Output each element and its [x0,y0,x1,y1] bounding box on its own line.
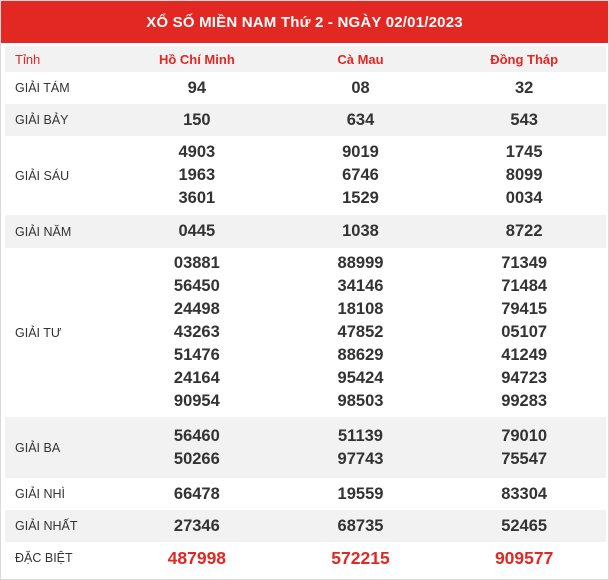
prize-number-group [279,248,443,417]
prize-number [279,510,443,542]
prize-number [279,72,443,104]
prize-number [442,215,606,248]
special-prize-number [442,542,606,574]
prize-number-value: 03881 [173,254,220,272]
province-column-label: Tỉnh [5,46,115,72]
prize-number-value: 90954 [173,392,220,410]
special-prize-value: 487998 [167,547,227,568]
prize-number-value: 83304 [501,484,548,503]
prize-number-value: 8099 [505,166,543,184]
prize-label: GIẢI TÁM [15,81,70,95]
province-ca-mau[interactable]: Cà Mau [279,46,443,72]
prize-number-value: 150 [183,110,211,129]
prize-number-group [279,136,443,215]
prize-number-value: 79415 [501,300,548,318]
prize-number-value: 1745 [505,143,543,161]
prize-number-value: 52465 [501,516,548,535]
prize-row-g2 [5,478,606,510]
prize-label: GIẢI BẢY [5,104,115,136]
prize-number-value: 75547 [501,449,548,468]
prize-label: GIẢI NHẤT [5,510,115,542]
special-prize-value: 572215 [331,547,390,568]
prize-label: GIẢI TƯ [15,325,62,340]
prize-number-group [115,136,279,215]
prize-number-value: 43263 [173,323,220,341]
prize-number-value: 51476 [173,346,220,364]
prize-number-value: 97743 [337,449,384,468]
prize-number-value: 41249 [501,346,548,364]
prize-number [442,478,606,510]
prize-number-value: 543 [510,110,538,129]
province-ho-chi-minh[interactable]: Hồ Chí Minh [115,46,279,72]
results-table [5,46,606,574]
prize-number [115,215,279,248]
prize-number [115,478,279,510]
prize-number-value: 71484 [501,277,548,295]
prize-row-g8 [5,72,606,104]
prize-number-group [279,417,443,478]
prize-number-group [442,417,606,478]
prize-number-value: 79010 [501,426,548,445]
prize-number-group [442,248,606,417]
prize-number-value: 1963 [178,166,216,184]
prize-number-value: 68735 [337,516,384,535]
prize-number-value: 56450 [173,277,220,295]
prize-number [279,215,443,248]
prize-number-value: 4903 [178,143,216,161]
special-prize-number [115,542,279,574]
prize-number-value: 6746 [342,166,379,184]
prize-number-value: 3601 [178,189,216,207]
prize-label: GIẢI SÁU [15,168,70,183]
prize-number-value: 0034 [505,189,543,207]
prize-number [442,510,606,542]
prize-row-g4 [5,248,606,417]
header-row [5,46,606,72]
prize-number [115,72,279,104]
prize-number-value: 94723 [501,369,548,387]
prize-number-group [115,417,279,478]
province-dong-thap[interactable]: Đồng Tháp [442,46,606,72]
prize-number-value: 9019 [342,143,379,161]
special-prize-number [279,542,443,574]
prize-label: GIẢI NHÌ [15,487,66,501]
prize-row-g6 [5,136,606,215]
prize-number-value: 88999 [337,254,384,272]
prize-number-value: 88629 [337,346,384,364]
prize-number [115,104,279,136]
prize-row-g7 [5,104,606,136]
prize-number-value: 8722 [505,222,543,240]
prize-number-value: 634 [346,110,375,129]
prize-label: GIẢI BA [5,417,115,478]
prize-number-value: 66478 [173,484,220,503]
prize-number-value: 32 [514,78,534,97]
prize-number [279,478,443,510]
prize-row-g1 [5,510,606,542]
results-title: XỔ SỐ MIỀN NAM Thứ 2 - NGÀY 02/01/2023 [1,1,608,43]
prize-number-value: 1529 [342,189,379,207]
prize-number-value: 27346 [173,516,220,535]
prize-number-value: 08 [351,78,370,97]
prize-number-value: 51139 [338,426,383,445]
prize-number-value: 24164 [173,369,220,387]
prize-number-value: 05107 [501,323,548,341]
prize-number-value: 98503 [337,392,384,410]
special-prize-value: 909577 [494,547,554,568]
prize-label: GIẢI NĂM [5,215,115,248]
prize-number-value: 34146 [337,277,384,295]
prize-number-value: 71349 [501,254,548,272]
prize-number-value: 24498 [173,300,220,318]
prize-number-value: 18108 [337,300,384,318]
prize-number [442,72,606,104]
prize-number [115,510,279,542]
prize-number-value: 99283 [501,392,548,410]
prize-number-value: 1038 [342,222,379,240]
prize-number-group [442,136,606,215]
prize-number-value: 95424 [337,369,384,387]
prize-number-value: 56460 [173,426,220,445]
prize-row-special [5,542,606,574]
prize-number-value: 50266 [173,449,220,468]
prize-number [279,104,443,136]
prize-number-value: 19559 [337,484,384,503]
prize-row-g3 [5,417,606,478]
prize-row-g5 [5,215,606,248]
prize-number-group [115,248,279,417]
prize-label: ĐẶC BIỆT [15,551,73,565]
prize-number [442,104,606,136]
prize-number-value: 0445 [178,222,216,240]
prize-number-value: 47852 [337,323,384,341]
prize-number-value: 94 [187,78,207,97]
